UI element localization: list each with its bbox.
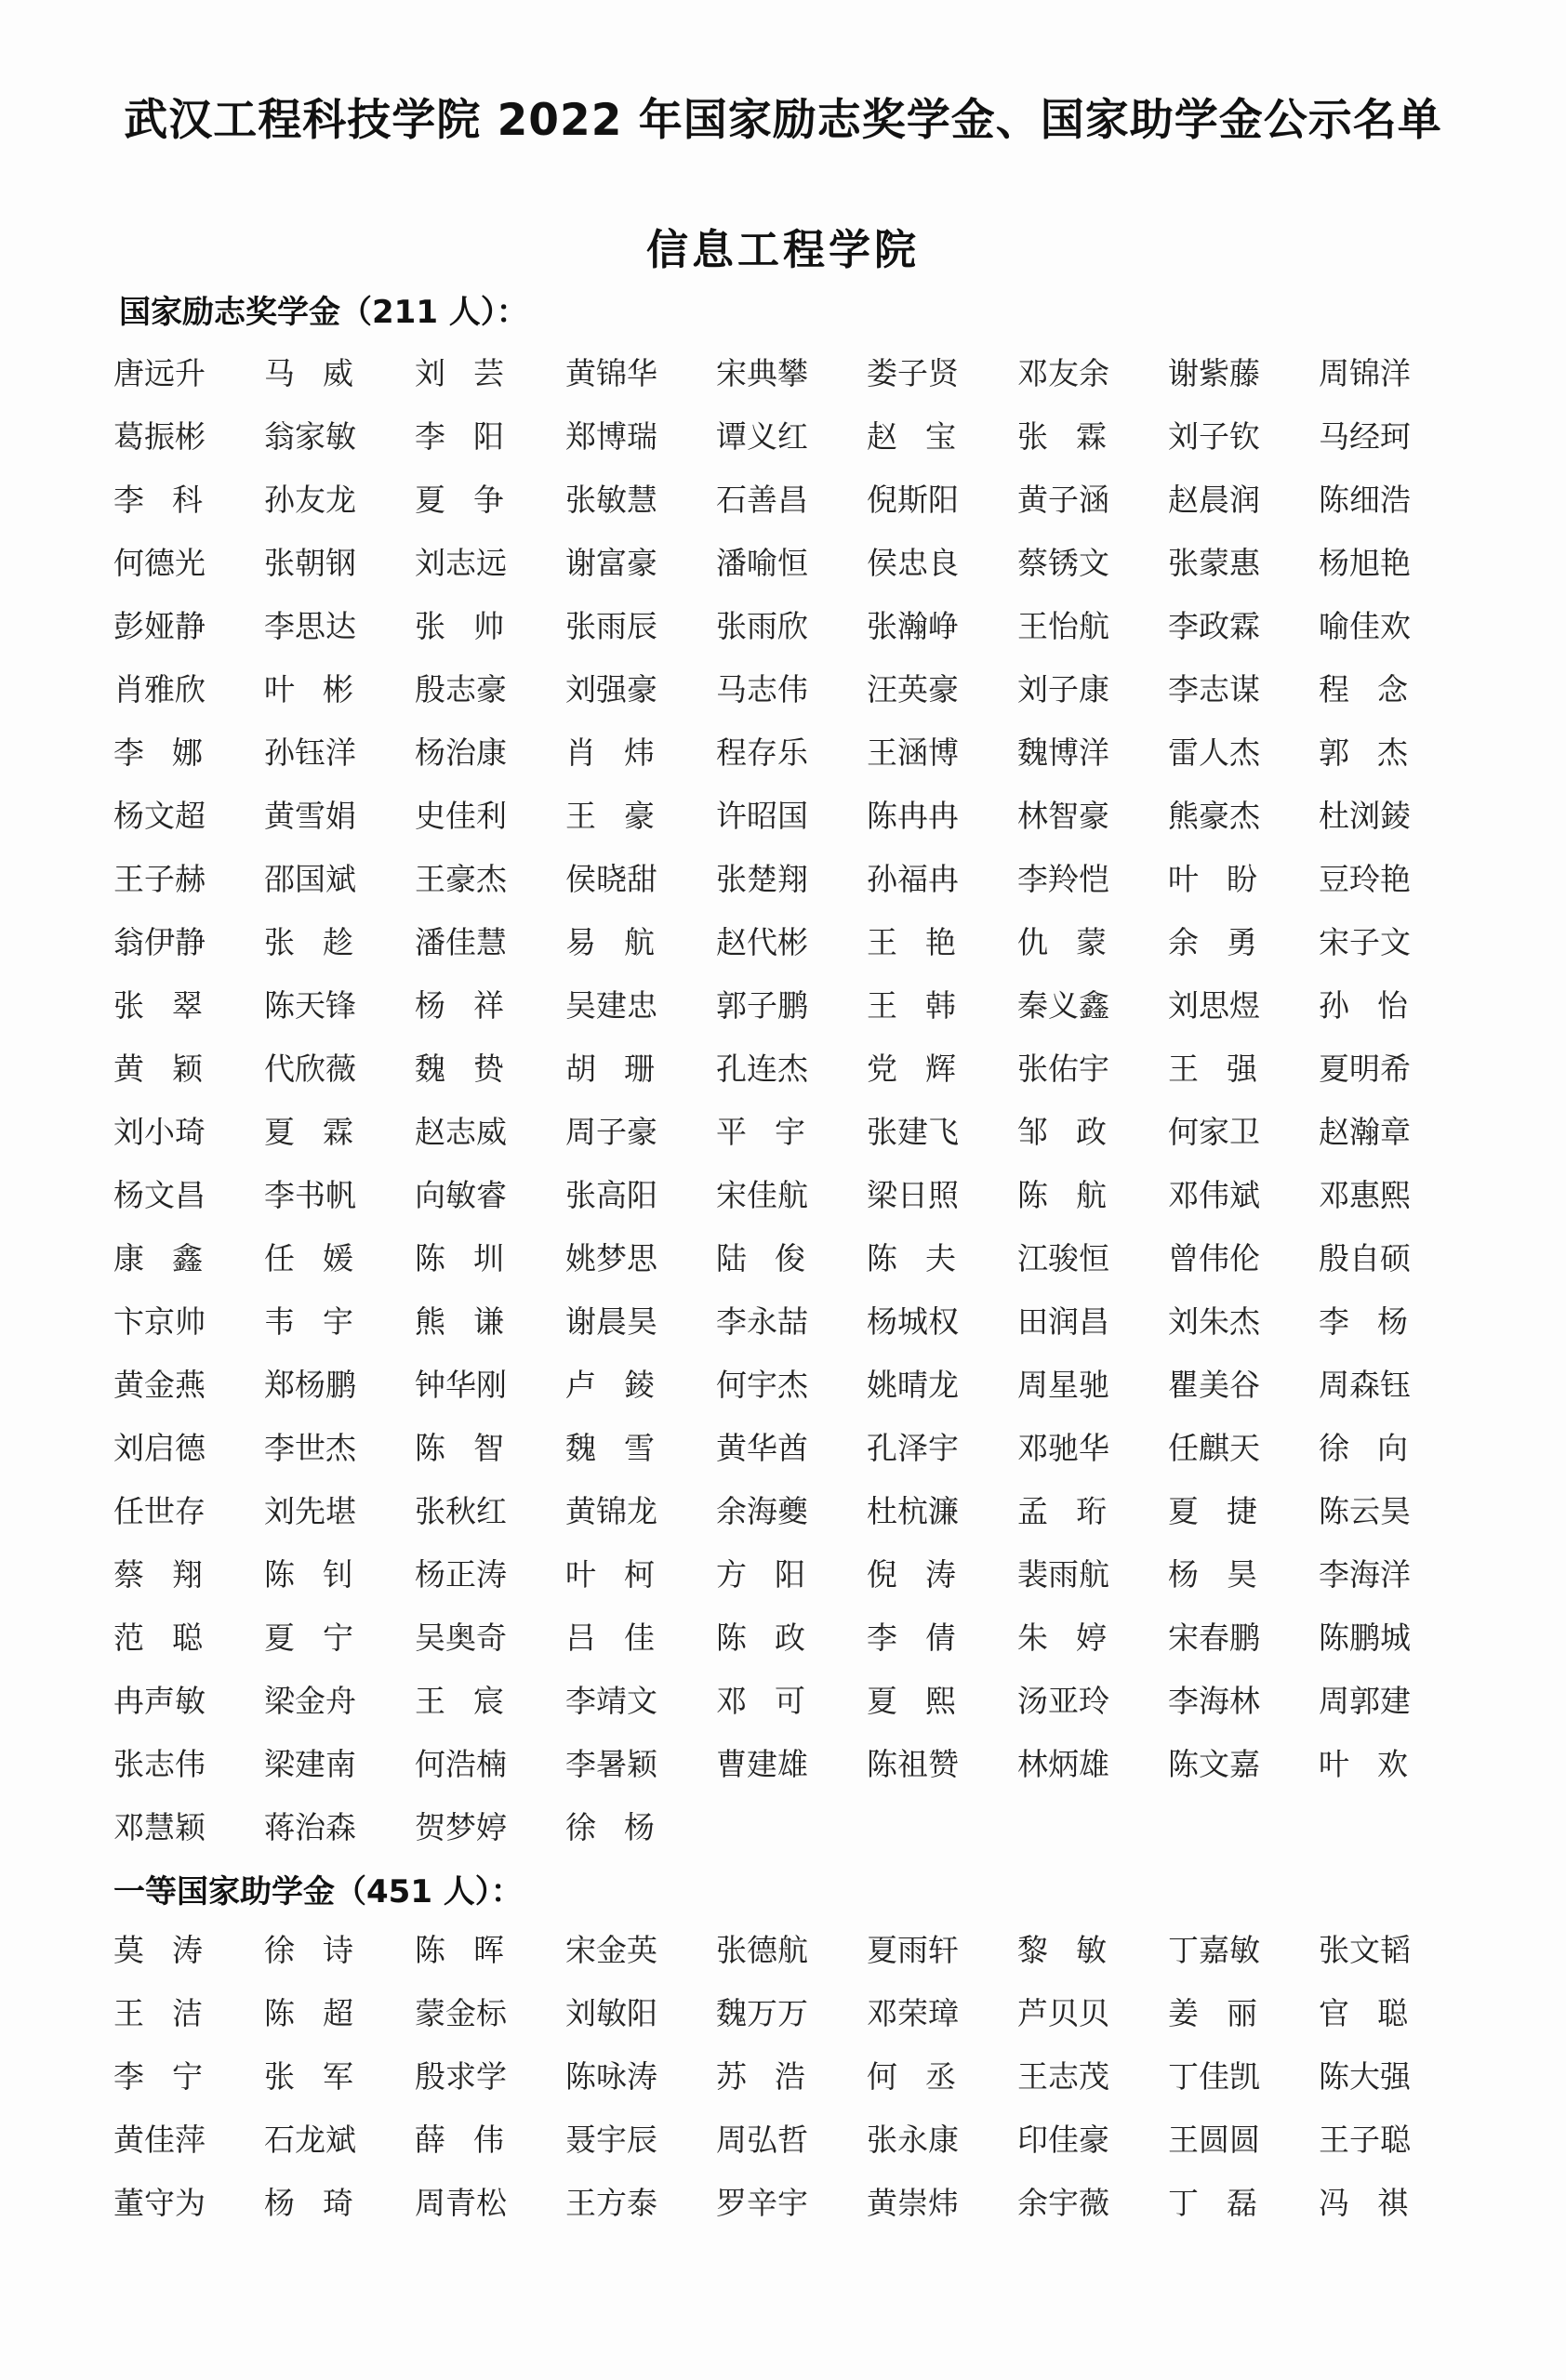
name-cell: 宋佳航	[716, 1177, 808, 1213]
name-cell: 陈 晖	[415, 1932, 504, 1968]
name-cell: 孙友龙	[264, 482, 356, 518]
name-cell: 马志伟	[716, 671, 808, 707]
name-cell: 范 聪	[113, 1620, 203, 1656]
name-cell: 张佑宇	[1017, 1051, 1109, 1087]
name-cell: 彭娅静	[113, 608, 206, 644]
name-cell: 何浩楠	[415, 1746, 507, 1782]
name-cell: 张 霖	[1017, 418, 1107, 455]
name-cell: 叶 彬	[264, 671, 353, 707]
name-cell: 徐 诗	[264, 1932, 353, 1968]
name-cell: 杨正涛	[415, 1556, 507, 1593]
name-cell: 吴奥奇	[415, 1620, 507, 1656]
name-cell: 赵瀚章	[1319, 1114, 1411, 1150]
name-cell: 汪英豪	[867, 671, 959, 707]
name-cell: 杨文昌	[113, 1177, 206, 1213]
name-cell: 叶 盼	[1168, 861, 1257, 897]
name-cell: 姚晴龙	[867, 1367, 959, 1403]
name-cell: 宋典攀	[716, 355, 808, 391]
name-cell: 石龙斌	[264, 2122, 356, 2158]
name-cell: 方 阳	[716, 1556, 805, 1593]
name-list-grant	[113, 1919, 1469, 2235]
name-cell: 陈 航	[1017, 1177, 1107, 1213]
section-heading-scholarship: 国家励志奖学金（211 人）：	[119, 294, 528, 331]
name-cell: 魏 雪	[565, 1430, 655, 1466]
name-cell: 杨 琦	[264, 2185, 353, 2221]
name-cell: 李世杰	[264, 1430, 356, 1466]
name-cell: 黄锦龙	[565, 1493, 657, 1529]
name-cell: 陈祖赞	[867, 1746, 959, 1782]
name-cell: 赵 宝	[867, 418, 956, 455]
name-cell: 马经珂	[1319, 418, 1411, 455]
name-cell: 赵代彬	[716, 924, 808, 960]
name-cell: 张建飞	[867, 1114, 959, 1150]
name-cell: 田润昌	[1017, 1303, 1109, 1340]
name-cell: 熊 谦	[415, 1303, 504, 1340]
name-cell: 王豪杰	[415, 861, 507, 897]
name-cell: 卞京帅	[113, 1303, 206, 1340]
name-cell: 张 翠	[113, 987, 203, 1024]
name-cell: 夏 争	[415, 482, 504, 518]
name-cell: 李 娜	[113, 734, 203, 771]
name-cell: 张 趁	[264, 924, 353, 960]
name-cell: 孙福冉	[867, 861, 959, 897]
name-cell: 潘喻恒	[716, 545, 808, 581]
name-cell: 谢紫藤	[1168, 355, 1260, 391]
name-cell: 雷人杰	[1168, 734, 1260, 771]
name-cell: 徐 向	[1319, 1430, 1408, 1466]
name-cell: 陈 钊	[264, 1556, 353, 1593]
name-cell: 杜杭濂	[867, 1493, 959, 1529]
name-cell: 谭义红	[716, 418, 808, 455]
name-cell: 邓惠熙	[1319, 1177, 1411, 1213]
name-cell: 宋春鹏	[1168, 1620, 1260, 1656]
name-cell: 张德航	[716, 1932, 808, 1968]
name-cell: 丁嘉敏	[1168, 1932, 1260, 1968]
document-title: 武汉工程科技学院 2022 年国家励志奖学金、国家助学金公示名单	[124, 95, 1442, 146]
name-cell: 王 韩	[867, 987, 956, 1024]
name-cell: 张楚翔	[716, 861, 808, 897]
name-cell: 王志茂	[1017, 2058, 1109, 2095]
name-cell: 聂宇辰	[565, 2122, 657, 2158]
name-cell: 邓荣璋	[867, 1995, 959, 2031]
name-cell: 刘敏阳	[565, 1995, 657, 2031]
name-cell: 黄金燕	[113, 1367, 206, 1403]
name-cell: 夏 宁	[264, 1620, 353, 1656]
name-cell: 程存乐	[716, 734, 808, 771]
name-cell: 冉声敏	[113, 1683, 206, 1719]
name-cell: 叶 欢	[1319, 1746, 1408, 1782]
name-cell: 张朝钢	[264, 545, 356, 581]
name-cell: 梁日照	[867, 1177, 959, 1213]
name-cell: 潘佳慧	[415, 924, 507, 960]
name-cell: 谢晨昊	[565, 1303, 657, 1340]
name-cell: 邓 可	[716, 1683, 805, 1719]
name-cell: 杨治康	[415, 734, 507, 771]
name-cell: 杨 昊	[1168, 1556, 1257, 1593]
name-cell: 丁 磊	[1168, 2185, 1257, 2221]
name-cell: 胡 珊	[565, 1051, 655, 1087]
name-cell: 张 军	[264, 2058, 353, 2095]
name-cell: 马 威	[264, 355, 353, 391]
name-cell: 裴雨航	[1017, 1556, 1109, 1593]
name-cell: 瞿美谷	[1168, 1367, 1260, 1403]
name-cell: 汤亚玲	[1017, 1683, 1109, 1719]
name-cell: 黄崇炜	[867, 2185, 959, 2221]
name-cell: 姜 丽	[1168, 1995, 1257, 2031]
name-cell: 刘启德	[113, 1430, 206, 1466]
name-cell: 殷自硕	[1319, 1240, 1411, 1276]
name-cell: 郑杨鹏	[264, 1367, 356, 1403]
name-cell: 王 洁	[113, 1995, 203, 2031]
name-cell: 孔连杰	[716, 1051, 808, 1087]
name-cell: 夏 捷	[1168, 1493, 1257, 1529]
name-cell: 张志伟	[113, 1746, 206, 1782]
name-cell: 徐 杨	[565, 1809, 655, 1845]
name-cell: 董守为	[113, 2185, 206, 2221]
name-cell: 周弘哲	[716, 2122, 808, 2158]
name-cell: 侯晓甜	[565, 861, 657, 897]
name-cell: 康 鑫	[113, 1240, 203, 1276]
name-cell: 黄子涵	[1017, 482, 1109, 518]
name-cell: 周森钰	[1319, 1367, 1411, 1403]
name-cell: 刘朱杰	[1168, 1303, 1260, 1340]
name-cell: 张蒙惠	[1168, 545, 1260, 581]
name-cell: 李 科	[113, 482, 203, 518]
name-cell: 蔡锈文	[1017, 545, 1109, 581]
name-cell: 许昭国	[716, 798, 808, 834]
name-cell: 杨文超	[113, 798, 206, 834]
name-cell: 黎 敏	[1017, 1932, 1107, 1968]
name-cell: 吴建忠	[565, 987, 657, 1024]
name-cell: 李羚恺	[1017, 861, 1109, 897]
name-cell: 林炳雄	[1017, 1746, 1109, 1782]
name-cell: 王涵博	[867, 734, 959, 771]
name-cell: 向敏睿	[415, 1177, 507, 1213]
name-cell: 苏 浩	[716, 2058, 805, 2095]
name-cell: 罗辛宇	[716, 2185, 808, 2221]
name-cell: 丁佳凯	[1168, 2058, 1260, 2095]
name-cell: 杜浏錂	[1319, 798, 1411, 834]
name-cell: 刘小琦	[113, 1114, 206, 1150]
name-cell: 刘强豪	[565, 671, 657, 707]
name-cell: 谢富豪	[565, 545, 657, 581]
name-cell: 李暑颖	[565, 1746, 657, 1782]
name-cell: 张永康	[867, 2122, 959, 2158]
name-cell: 杨城权	[867, 1303, 959, 1340]
name-cell: 黄锦华	[565, 355, 657, 391]
name-cell: 曹建雄	[716, 1746, 808, 1782]
name-cell: 张雨辰	[565, 608, 657, 644]
name-cell: 黄 颖	[113, 1051, 203, 1087]
name-cell: 朱 婷	[1017, 1620, 1107, 1656]
name-cell: 江骏恒	[1017, 1240, 1109, 1276]
name-cell: 余 勇	[1168, 924, 1257, 960]
name-cell: 孙 怡	[1319, 987, 1408, 1024]
name-cell: 石善昌	[716, 482, 808, 518]
name-cell: 赵志威	[415, 1114, 507, 1150]
name-cell: 黄华酋	[716, 1430, 808, 1466]
name-cell: 印佳豪	[1017, 2122, 1109, 2158]
name-cell: 张敏慧	[565, 482, 657, 518]
name-cell: 郭子鹏	[716, 987, 808, 1024]
name-cell: 邓伟斌	[1168, 1177, 1260, 1213]
name-cell: 余宇薇	[1017, 2185, 1109, 2221]
name-cell: 陈 超	[264, 1995, 353, 2031]
name-cell: 王子赫	[113, 861, 206, 897]
name-cell: 张文韬	[1319, 1932, 1411, 1968]
name-cell: 陈天锋	[264, 987, 356, 1024]
name-cell: 王 宸	[415, 1683, 504, 1719]
name-cell: 李书帆	[264, 1177, 356, 1213]
name-cell: 李 倩	[867, 1620, 956, 1656]
name-cell: 梁建南	[264, 1746, 356, 1782]
name-cell: 李志谋	[1168, 671, 1260, 707]
name-cell: 肖雅欣	[113, 671, 206, 707]
name-cell: 刘子康	[1017, 671, 1109, 707]
name-cell: 王怡航	[1017, 608, 1109, 644]
name-cell: 平 宇	[716, 1114, 805, 1150]
name-cell: 何宇杰	[716, 1367, 808, 1403]
name-cell: 李海林	[1168, 1683, 1260, 1719]
name-cell: 陈冉冉	[867, 798, 959, 834]
name-cell: 陈文嘉	[1168, 1746, 1260, 1782]
name-cell: 殷志豪	[415, 671, 507, 707]
name-cell: 刘子钦	[1168, 418, 1260, 455]
name-cell: 邓驰华	[1017, 1430, 1109, 1466]
name-cell: 张瀚峥	[867, 608, 959, 644]
name-cell: 邓慧颖	[113, 1809, 206, 1845]
name-cell: 李 杨	[1319, 1303, 1408, 1340]
name-cell: 葛振彬	[113, 418, 206, 455]
name-cell: 周青松	[415, 2185, 507, 2221]
name-cell: 陈云昊	[1319, 1493, 1411, 1529]
name-cell: 豆玲艳	[1319, 861, 1411, 897]
name-cell: 程 念	[1319, 671, 1408, 707]
name-cell: 翁伊静	[113, 924, 206, 960]
name-cell: 莫 涛	[113, 1932, 203, 1968]
name-cell: 李思达	[264, 608, 356, 644]
name-cell: 陈 智	[415, 1430, 504, 1466]
name-cell: 易 航	[565, 924, 655, 960]
name-cell: 魏 贽	[415, 1051, 504, 1087]
name-cell: 芦贝贝	[1017, 1995, 1109, 2031]
name-cell: 梁金舟	[264, 1683, 356, 1719]
name-cell: 魏万万	[716, 1995, 808, 2031]
name-cell: 郑博瑞	[565, 418, 657, 455]
name-cell: 吕 佳	[565, 1620, 655, 1656]
name-cell: 王 艳	[867, 924, 956, 960]
name-cell: 秦义鑫	[1017, 987, 1109, 1024]
name-cell: 姚梦思	[565, 1240, 657, 1276]
name-cell: 陈 政	[716, 1620, 805, 1656]
name-cell: 何家卫	[1168, 1114, 1260, 1150]
name-cell: 王方泰	[565, 2185, 657, 2221]
name-cell: 周子豪	[565, 1114, 657, 1150]
name-cell: 刘志远	[415, 545, 507, 581]
name-cell: 张 帅	[415, 608, 504, 644]
name-cell: 陈 夫	[867, 1240, 956, 1276]
section-heading-grant: 一等国家助学金（451 人）：	[113, 1873, 523, 1911]
name-cell: 党 辉	[867, 1051, 956, 1087]
name-cell: 黄雪娟	[264, 798, 356, 834]
name-cell: 魏博洋	[1017, 734, 1109, 771]
name-cell: 陈 圳	[415, 1240, 504, 1276]
name-cell: 韦 宇	[264, 1303, 353, 1340]
name-cell: 官 聪	[1319, 1995, 1408, 2031]
name-cell: 蒙金标	[415, 1995, 507, 2031]
name-cell: 杨旭艳	[1319, 545, 1411, 581]
name-cell: 倪 涛	[867, 1556, 956, 1593]
name-cell: 何德光	[113, 545, 206, 581]
college-title: 信息工程学院	[645, 225, 920, 274]
name-cell: 蔡 翔	[113, 1556, 203, 1593]
name-cell: 郭 杰	[1319, 734, 1408, 771]
name-cell: 张高阳	[565, 1177, 657, 1213]
name-list-scholarship	[113, 342, 1469, 1859]
name-cell: 张秋红	[415, 1493, 507, 1529]
name-cell: 王圆圆	[1168, 2122, 1260, 2158]
name-cell: 娄子贤	[867, 355, 959, 391]
name-cell: 陈鹏城	[1319, 1620, 1411, 1656]
name-cell: 王 豪	[565, 798, 655, 834]
name-cell: 陈细浩	[1319, 482, 1411, 518]
name-cell: 宋子文	[1319, 924, 1411, 960]
name-cell: 邵国斌	[264, 861, 356, 897]
name-cell: 喻佳欢	[1319, 608, 1411, 644]
name-cell: 邹 政	[1017, 1114, 1107, 1150]
name-cell: 周郭建	[1319, 1683, 1411, 1719]
name-cell: 王子聪	[1319, 2122, 1411, 2158]
name-cell: 任世存	[113, 1493, 206, 1529]
name-cell: 李政霖	[1168, 608, 1260, 644]
name-cell: 钟华刚	[415, 1367, 507, 1403]
name-cell: 夏雨轩	[867, 1932, 959, 1968]
name-cell: 夏明希	[1319, 1051, 1411, 1087]
name-cell: 任 媛	[264, 1240, 353, 1276]
name-cell: 肖 炜	[565, 734, 655, 771]
name-cell: 赵晨润	[1168, 482, 1260, 518]
name-cell: 刘 芸	[415, 355, 504, 391]
name-cell: 何 丞	[867, 2058, 956, 2095]
name-cell: 李 宁	[113, 2058, 203, 2095]
name-cell: 史佳利	[415, 798, 507, 834]
name-cell: 孙钰洋	[264, 734, 356, 771]
name-cell: 唐远升	[113, 355, 206, 391]
name-cell: 黄佳萍	[113, 2122, 206, 2158]
name-cell: 贺梦婷	[415, 1809, 507, 1845]
name-cell: 倪斯阳	[867, 482, 959, 518]
name-cell: 余海夔	[716, 1493, 808, 1529]
name-cell: 卢 錂	[565, 1367, 655, 1403]
name-cell: 陆 俊	[716, 1240, 805, 1276]
name-cell: 熊豪杰	[1168, 798, 1260, 834]
name-cell: 夏 熙	[867, 1683, 956, 1719]
name-cell: 孟 珩	[1017, 1493, 1107, 1529]
name-cell: 殷求学	[415, 2058, 507, 2095]
name-cell: 代欣薇	[264, 1051, 356, 1087]
name-cell: 李永喆	[716, 1303, 808, 1340]
name-cell: 薛 伟	[415, 2122, 504, 2158]
name-cell: 邓友余	[1017, 355, 1109, 391]
name-cell: 仇 蒙	[1017, 924, 1107, 960]
name-cell: 曾伟伦	[1168, 1240, 1260, 1276]
name-cell: 李靖文	[565, 1683, 657, 1719]
name-cell: 周锦洋	[1319, 355, 1411, 391]
name-cell: 侯忠良	[867, 545, 959, 581]
name-cell: 刘先堪	[264, 1493, 356, 1529]
name-cell: 翁家敏	[264, 418, 356, 455]
name-cell: 任麒天	[1168, 1430, 1260, 1466]
name-cell: 周星驰	[1017, 1367, 1109, 1403]
name-cell: 杨 祥	[415, 987, 504, 1024]
name-cell: 冯 祺	[1319, 2185, 1408, 2221]
name-cell: 王 强	[1168, 1051, 1257, 1087]
name-cell: 刘思煜	[1168, 987, 1260, 1024]
name-cell: 林智豪	[1017, 798, 1109, 834]
name-cell: 宋金英	[565, 1932, 657, 1968]
name-cell: 李 阳	[415, 418, 504, 455]
name-cell: 张雨欣	[716, 608, 808, 644]
name-cell: 叶 柯	[565, 1556, 655, 1593]
name-cell: 李海洋	[1319, 1556, 1411, 1593]
name-cell: 陈大强	[1319, 2058, 1411, 2095]
name-cell: 夏 霖	[264, 1114, 353, 1150]
name-cell: 孔泽宇	[867, 1430, 959, 1466]
name-cell: 陈咏涛	[565, 2058, 657, 2095]
name-cell: 蒋治森	[264, 1809, 356, 1845]
